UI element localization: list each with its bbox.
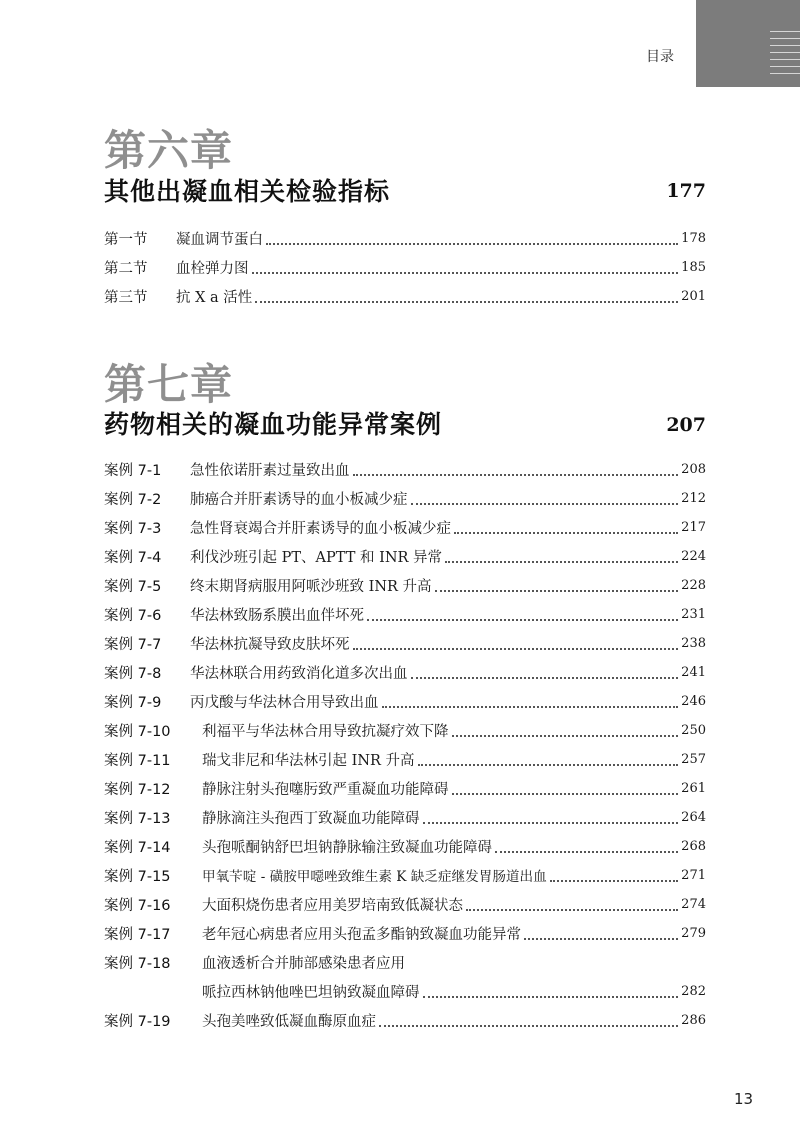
corner-line	[770, 45, 800, 46]
entry-title: 终末期肾病服用阿哌沙班致 INR 升高	[190, 579, 432, 595]
leader-dots	[423, 821, 679, 824]
entry-page: 224	[681, 549, 706, 564]
entry-page: 257	[681, 752, 706, 767]
toc-entry-line2[interactable]	[104, 979, 706, 1003]
entry-title: 利福平与华法林合用导致抗凝疗效下降	[202, 724, 449, 740]
corner-line	[770, 66, 800, 67]
entry-label: 案例 7-3	[104, 521, 162, 537]
entry-page: 268	[681, 839, 706, 854]
leader-dots	[452, 734, 679, 737]
entry-page: 286	[681, 1013, 706, 1028]
entry-label: 案例 7-8	[104, 666, 162, 682]
leader-dots	[435, 589, 679, 592]
leader-dots	[379, 1024, 678, 1027]
corner-line	[770, 52, 800, 53]
toc-entry[interactable]	[104, 718, 706, 742]
toc-entry[interactable]	[104, 921, 706, 945]
toc-entry[interactable]	[104, 892, 706, 916]
entry-title: 静脉滴注头孢西丁致凝血功能障碍	[202, 811, 420, 827]
toc-entry[interactable]	[104, 834, 706, 858]
toc-entry-line1[interactable]	[104, 950, 706, 974]
toc-entry[interactable]	[104, 515, 706, 539]
entry-page: 238	[681, 636, 706, 651]
entry-label: 案例 7-5	[104, 579, 162, 595]
entry-page: 271	[681, 868, 706, 883]
entry-page: 274	[681, 897, 706, 912]
entry-title: 瑞戈非尼和华法林引起 INR 升高	[202, 753, 415, 769]
entry-label: 案例 7-19	[104, 1014, 171, 1030]
entry-label: 案例 7-15	[104, 869, 171, 885]
corner-line	[770, 31, 800, 32]
entry-title: 大面积烧伤患者应用美罗培南致低凝状态	[202, 898, 463, 914]
toc-entry[interactable]	[104, 602, 706, 626]
toc-entry[interactable]	[104, 486, 706, 510]
toc-entry[interactable]	[104, 226, 706, 250]
entry-title: 华法林抗凝导致皮肤坏死	[190, 637, 350, 653]
entry-title: 头孢美唑致低凝血酶原血症	[202, 1014, 376, 1030]
leader-dots	[452, 792, 679, 795]
toc-entry[interactable]	[104, 457, 706, 481]
entry-page: 282	[681, 984, 706, 999]
corner-line	[770, 38, 800, 39]
entry-label: 案例 7-18	[104, 956, 171, 972]
leader-dots	[550, 879, 678, 882]
entry-label: 案例 7-6	[104, 608, 162, 624]
chapter-7-title: 药物相关的凝血功能异常案例	[104, 410, 443, 439]
leader-dots	[454, 531, 678, 534]
toc-entry[interactable]	[104, 660, 706, 684]
leader-dots	[418, 763, 679, 766]
entry-page: 228	[681, 578, 706, 593]
entry-title: 丙戊酸与华法林合用导致出血	[190, 695, 379, 711]
entry-title: 华法林联合用药致消化道多次出血	[190, 666, 408, 682]
entry-page: 241	[681, 665, 706, 680]
leader-dots	[252, 271, 679, 274]
toc-entry[interactable]	[104, 689, 706, 713]
header-section-title: 目录	[646, 49, 674, 65]
entry-title: 凝血调节蛋白	[176, 232, 263, 248]
toc-entry[interactable]	[104, 544, 706, 568]
entry-title: 抗 X a 活性	[176, 290, 253, 306]
entry-label: 案例 7-12	[104, 782, 171, 798]
leader-dots	[524, 937, 678, 940]
entry-label: 第二节	[104, 261, 148, 277]
entry-label: 案例 7-11	[104, 753, 171, 769]
entry-label: 第一节	[104, 232, 148, 248]
page-number: 13	[734, 1090, 754, 1108]
entry-page: 185	[681, 260, 706, 275]
leader-dots	[353, 473, 679, 476]
entry-label: 案例 7-9	[104, 695, 162, 711]
entry-page: 212	[681, 491, 706, 506]
entry-label: 案例 7-14	[104, 840, 171, 856]
entry-page: 279	[681, 926, 706, 941]
entry-page: 246	[681, 694, 706, 709]
entry-label: 案例 7-1	[104, 463, 162, 479]
entry-title: 急性依诺肝素过量致出血	[190, 463, 350, 479]
entry-title: 急性肾衰竭合并肝素诱导的血小板减少症	[190, 521, 451, 537]
chapter-7-page: 207	[666, 414, 706, 436]
entry-page: 264	[681, 810, 706, 825]
entry-label: 案例 7-4	[104, 550, 162, 566]
entry-page: 178	[681, 231, 706, 246]
corner-line	[770, 73, 800, 74]
entry-page: 261	[681, 781, 706, 796]
entry-page: 217	[681, 520, 706, 535]
leader-dots	[382, 705, 679, 708]
toc-entry[interactable]	[104, 747, 706, 771]
leader-dots	[266, 242, 678, 245]
entry-title: 静脉注射头孢噻肟致严重凝血功能障碍	[202, 782, 449, 798]
leader-dots	[423, 995, 679, 998]
entry-page: 250	[681, 723, 706, 738]
entry-title-line1: 血液透析合并肺部感染患者应用	[202, 956, 405, 972]
chapter-6-page: 177	[666, 180, 706, 202]
corner-line	[770, 59, 800, 60]
entry-page: 208	[681, 462, 706, 477]
toc-entry[interactable]	[104, 631, 706, 655]
toc-entry[interactable]	[104, 805, 706, 829]
entry-title: 甲氧苄啶 - 磺胺甲噁唑致维生素 K 缺乏症继发胃肠道出血	[202, 869, 547, 885]
entry-title: 老年冠心病患者应用头孢孟多酯钠致凝血功能异常	[202, 927, 521, 943]
toc-entry[interactable]	[104, 255, 706, 279]
chapter-7-number: 第七章	[104, 360, 234, 409]
entry-label: 案例 7-10	[104, 724, 171, 740]
entry-label: 案例 7-16	[104, 898, 171, 914]
leader-dots	[411, 676, 679, 679]
entry-label: 案例 7-7	[104, 637, 162, 653]
toc-entry[interactable]	[104, 863, 706, 887]
leader-dots	[411, 502, 679, 505]
entry-title: 血栓弹力图	[176, 261, 249, 277]
toc-entry[interactable]	[104, 573, 706, 597]
entry-title: 华法林致肠系膜出血伴坏死	[190, 608, 364, 624]
leader-dots	[495, 850, 678, 853]
entry-label: 第三节	[104, 290, 148, 306]
toc-entry[interactable]	[104, 776, 706, 800]
entry-label: 案例 7-13	[104, 811, 171, 827]
leader-dots	[353, 647, 679, 650]
entry-label: 案例 7-17	[104, 927, 171, 943]
chapter-6-number: 第六章	[104, 126, 234, 175]
entry-title: 哌拉西林钠他唑巴坦钠致凝血障碍	[202, 985, 420, 1001]
chapter-6-title: 其他出凝血相关检验指标	[104, 177, 391, 206]
toc-entry[interactable]	[104, 284, 706, 308]
leader-dots	[367, 618, 678, 621]
leader-dots	[445, 560, 678, 563]
entry-label: 案例 7-2	[104, 492, 162, 508]
entry-title: 肺癌合并肝素诱导的血小板减少症	[190, 492, 408, 508]
entry-page: 201	[681, 289, 706, 304]
corner-tab	[696, 0, 800, 87]
leader-dots	[255, 300, 678, 303]
toc-entry[interactable]	[104, 1008, 706, 1032]
entry-title: 头孢哌酮钠舒巴坦钠静脉输注致凝血功能障碍	[202, 840, 492, 856]
leader-dots	[466, 908, 678, 911]
entry-page: 231	[681, 607, 706, 622]
entry-title: 利伐沙班引起 PT、APTT 和 INR 异常	[190, 550, 443, 566]
